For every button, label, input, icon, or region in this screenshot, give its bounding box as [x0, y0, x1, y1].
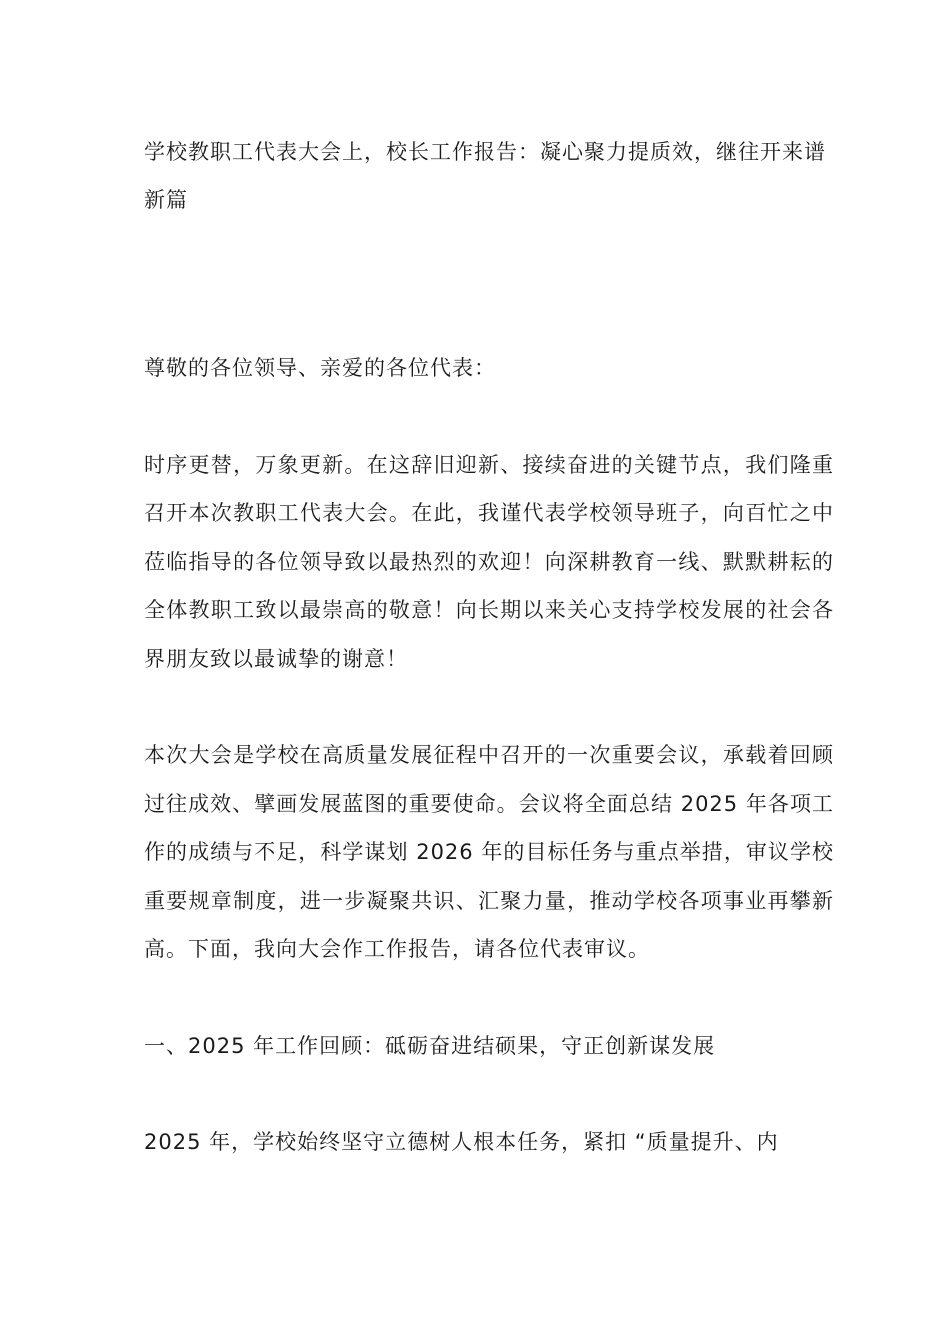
spacer [144, 393, 834, 441]
spacer [144, 224, 834, 344]
document-body [144, 128, 834, 1166]
section-heading: 一、2025 年工作回顾：砥砺奋进结硕果，守正创新谋发展 [144, 1033, 716, 1058]
salutation: 尊敬的各位领导、亲爱的各位代表： [144, 356, 496, 380]
spacer [144, 1070, 834, 1118]
document-title: 学校教职工代表大会上，校长工作报告：凝心聚力提质效，继往开来谱新篇 [144, 140, 826, 212]
paragraph-meeting-purpose: 本次大会是学校在高质量发展征程中召开的一次重要会议，承载着回顾过往成效、擘画发展蓝图的重要使命。会议将全面总结 2025 年各项工作的成绩与不足，科学谋划 2026 年的目标任务与重点举措，审议学校重要规章制度，进一步凝聚共识、汇聚力量，推动学校各项事业再攀新高。下面，我向大会作工作报告，请各位代表审议。 [144, 743, 834, 961]
paragraph-review-intro: 2025 年，学校始终坚守立德树人根本任务，紧扣 “质量提升、内 [144, 1129, 779, 1154]
spacer [144, 683, 834, 731]
spacer [144, 974, 834, 1022]
paragraph-welcome: 时序更替，万象更新。在这辞旧迎新、接续奋进的关键节点，我们隆重召开本次教职工代表大会。在此，我谨代表学校领导班子，向百忙之中莅临指导的各位领导致以最热烈的欢迎！向深耕教育一线、默默耕耘的全体教职工致以最崇高的敬意！向长期以来关心支持学校发展的社会各界朋友致以最诚挚的谢意！ [144, 452, 834, 671]
